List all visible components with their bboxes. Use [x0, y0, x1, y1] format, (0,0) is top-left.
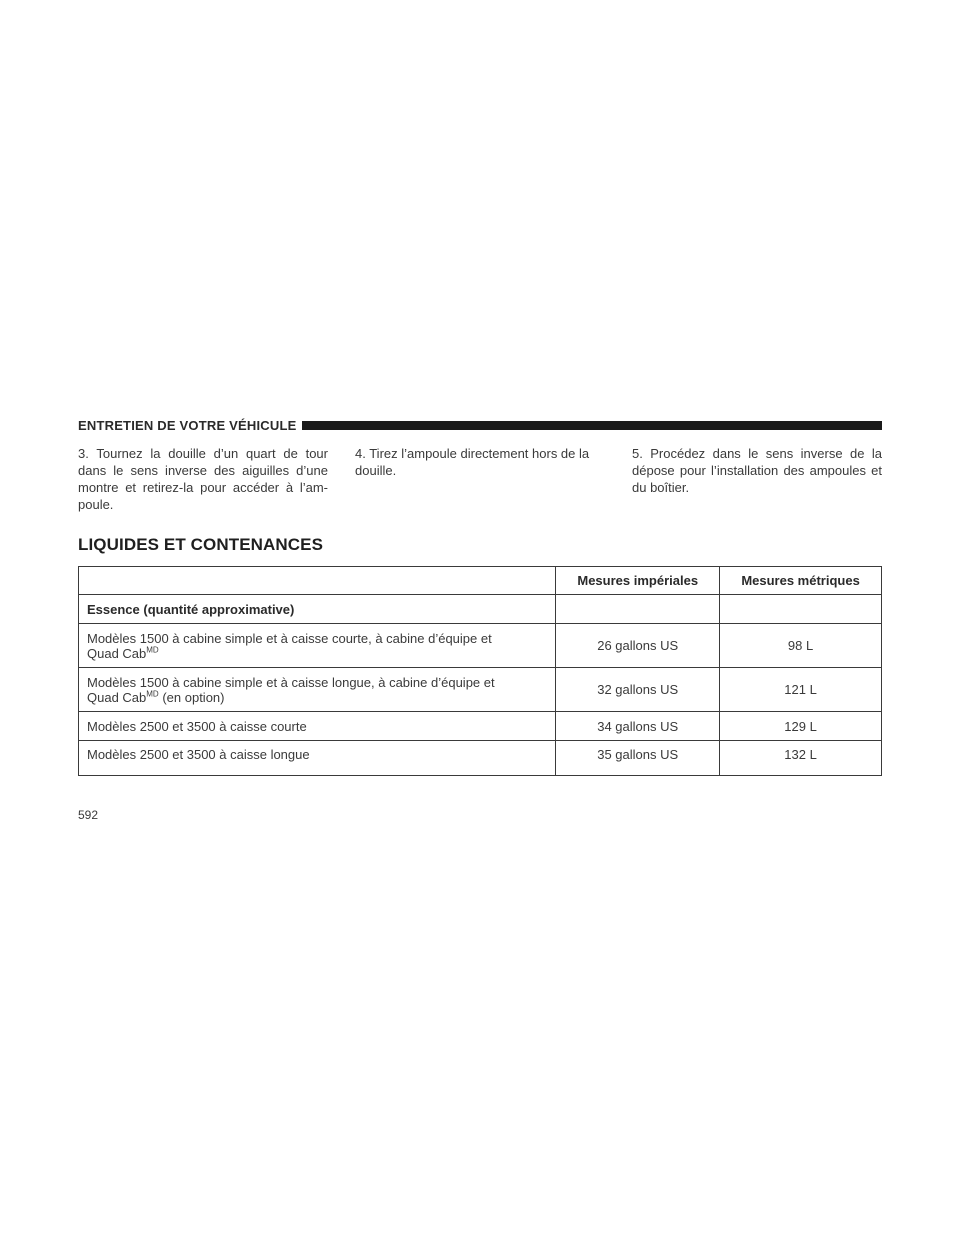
header-imperial: Mesures impériales — [556, 567, 720, 595]
step-4: 4. Tirez l’ampoule directement hors de la douille. — [355, 446, 590, 478]
trademark-sup: MD — [146, 689, 159, 699]
section-header — [78, 416, 882, 434]
row-description-line1: Modèles 1500 à cabine simple et à caisse courte, à cabine d’équipe et — [87, 630, 492, 646]
step-3: 3. Tournez la douille d’un quart de tour dans le sens inverse des aiguilles d’une montre et retirez-la pour accéder à l’am-poule. — [78, 446, 328, 512]
row-imperial-value: 32 gallons US — [556, 668, 720, 712]
trademark-sup: MD — [146, 645, 159, 655]
table-header-row — [79, 567, 882, 595]
row-metric-value: 132 L — [720, 741, 882, 776]
table-row — [79, 668, 882, 712]
row-description — [79, 668, 556, 712]
row-description-line1: Modèles 1500 à cabine simple et à caisse longue, à cabine d’équipe et — [87, 674, 495, 690]
fluid-capacities-table — [78, 566, 882, 776]
page-title: LIQUIDES ET CONTENANCES — [78, 535, 324, 554]
section-header-bar — [302, 421, 882, 430]
group-label: Essence (quantité approximative) — [79, 595, 556, 624]
row-metric-value: 129 L — [720, 712, 882, 741]
page-number: 592 — [78, 808, 99, 822]
row-metric-value: 121 L — [720, 668, 882, 712]
step-5: 5. Procédez dans le sens inverse de la dépose pour l’installation des ampoules et du boîtier. — [632, 446, 882, 495]
row-imperial-value: 26 gallons US — [556, 624, 720, 668]
row-description-suffix: (en option) — [158, 689, 225, 705]
row-imperial-value: 34 gallons US — [556, 712, 720, 741]
table-row — [79, 741, 882, 776]
row-description-line2: Quad Cab — [87, 689, 147, 705]
row-description: Modèles 2500 et 3500 à caisse longue — [79, 741, 556, 776]
table-group-row — [79, 595, 882, 624]
header-description — [79, 567, 556, 595]
row-description: Modèles 2500 et 3500 à caisse courte — [79, 712, 556, 741]
table-row — [79, 712, 882, 741]
group-empty-metric — [720, 595, 882, 624]
row-description-line2: Quad Cab — [87, 645, 147, 661]
header-metric: Mesures métriques — [720, 567, 882, 595]
row-metric-value: 98 L — [720, 624, 882, 668]
group-empty-imperial — [556, 595, 720, 624]
table-row — [79, 624, 882, 668]
section-title: ENTRETIEN DE VOTRE VÉHICULE — [78, 417, 297, 433]
instruction-steps — [78, 445, 882, 513]
row-description — [79, 624, 556, 668]
row-imperial-value: 35 gallons US — [556, 741, 720, 776]
